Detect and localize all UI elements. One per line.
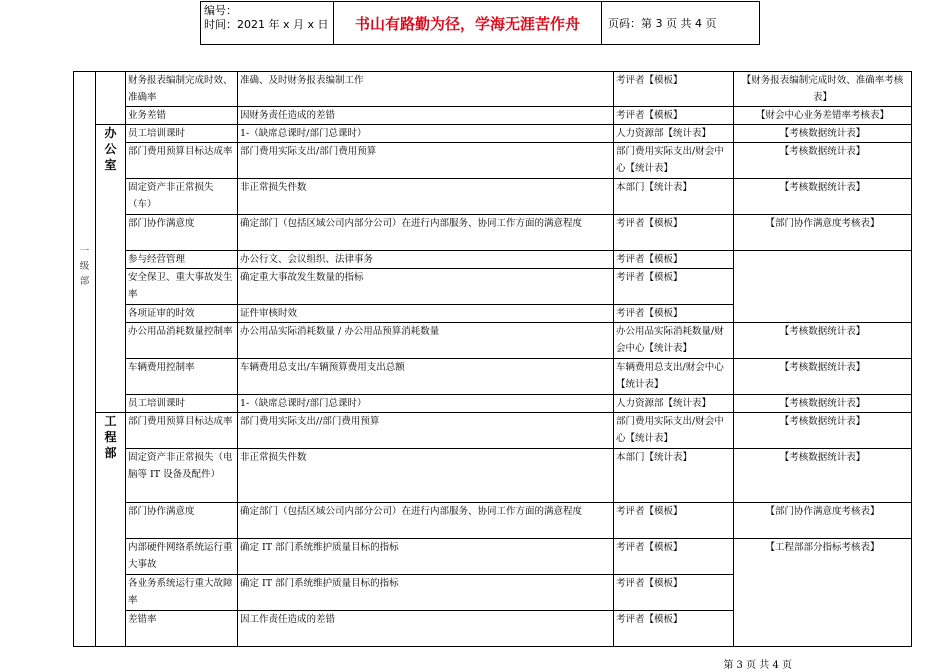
kpi-name: 部门费用预算目标达成率 <box>126 413 238 449</box>
kpi-name: 部门协作满意度 <box>126 215 238 251</box>
table-row <box>74 107 912 125</box>
table-row <box>74 539 912 575</box>
scoring-standard <box>734 251 912 323</box>
kpi-name: 办公用品消耗数量控制率 <box>126 323 238 359</box>
kpi-definition: 非正常损失件数 <box>238 449 614 503</box>
kpi-definition: 确定部门（包括区域公司内部分公司）在进行内部服务、协同工作方面的满意程度 <box>238 503 614 539</box>
scoring-standard: 【考核数据统计表】 <box>734 359 912 395</box>
kpi-definition: 部门费用实际支出/部门费用预算 <box>238 143 614 179</box>
data-source: 考评者【模板】 <box>614 72 734 107</box>
kpi-definition: 因财务责任造成的差错 <box>238 107 614 125</box>
data-source: 考评者【模板】 <box>614 107 734 125</box>
header-meta <box>201 2 334 44</box>
table-row <box>74 413 912 449</box>
kpi-definition: 办公行文、会议组织、法律事务 <box>238 251 614 269</box>
level-cell <box>74 72 96 647</box>
scoring-standard: 【考核数据统计表】 <box>734 449 912 503</box>
kpi-name: 安全保卫、重大事故发生率 <box>126 269 238 305</box>
level-label: 一级部 <box>79 246 90 287</box>
data-source: 考评者【模板】 <box>614 269 734 305</box>
kpi-name: 部门费用预算目标达成率 <box>126 143 238 179</box>
kpi-definition: 确定 IT 部门系统维护质量目标的指标 <box>238 539 614 575</box>
scoring-standard: 【部门协作满意度考核表】 <box>734 215 912 251</box>
kpi-name: 参与经营管理 <box>126 251 238 269</box>
kpi-definition: 1-（缺席总课时/部门总课时） <box>238 395 614 413</box>
table-row <box>74 251 912 269</box>
kpi-name: 各业务系统运行重大故障率 <box>126 575 238 611</box>
kpi-name: 员工培训课时 <box>126 395 238 413</box>
kpi-definition: 办公用品实际消耗数量 / 办公用品预算消耗数量 <box>238 323 614 359</box>
data-source: 考评者【模板】 <box>614 575 734 611</box>
scoring-standard: 【考核数据统计表】 <box>734 143 912 179</box>
table-row <box>74 215 912 251</box>
data-source: 考评者【模板】 <box>614 215 734 251</box>
kpi-definition: 证件审核时效 <box>238 305 614 323</box>
table-row <box>74 395 912 413</box>
scoring-standard: 【考核数据统计表】 <box>734 395 912 413</box>
header-page-info: 页码：第 3 页 共 4 页 <box>608 17 717 30</box>
kpi-definition: 非正常损失件数 <box>238 179 614 215</box>
kpi-definition: 确定重大事故发生数量的指标 <box>238 269 614 305</box>
data-source: 本部门【统计表】 <box>614 179 734 215</box>
scoring-standard: 【部门协作满意度考核表】 <box>734 503 912 539</box>
data-source: 考评者【模板】 <box>614 611 734 647</box>
scoring-standard: 【财会中心业务差错率考核表】 <box>734 107 912 125</box>
kpi-name: 业务差错 <box>126 107 238 125</box>
table-row <box>74 449 912 503</box>
kpi-table-body <box>74 72 912 647</box>
kpi-table <box>73 71 912 647</box>
data-source: 车辆费用总支出/财会中心【统计表】 <box>614 359 734 395</box>
data-source: 考评者【模板】 <box>614 503 734 539</box>
kpi-name: 固定资产非正常损失（电脑等 IT 设备及配件） <box>126 449 238 503</box>
table-row <box>74 143 912 179</box>
kpi-name: 员工培训课时 <box>126 125 238 143</box>
dept-name: 工程部 <box>104 414 117 460</box>
data-source: 部门费用实际支出/财会中心【统计表】 <box>614 413 734 449</box>
data-source: 人力资源部【统计表】 <box>614 395 734 413</box>
kpi-name: 部门协作满意度 <box>126 503 238 539</box>
data-source: 本部门【统计表】 <box>614 449 734 503</box>
kpi-name: 各项证审的时效 <box>126 305 238 323</box>
data-source: 办公用品实际消耗数量/财会中心【统计表】 <box>614 323 734 359</box>
table-row <box>74 125 912 143</box>
scoring-standard: 【考核数据统计表】 <box>734 323 912 359</box>
kpi-name: 差错率 <box>126 611 238 647</box>
data-source: 考评者【模板】 <box>614 539 734 575</box>
scoring-standard: 【考核数据统计表】 <box>734 125 912 143</box>
kpi-definition: 部门费用实际支出//部门费用预算 <box>238 413 614 449</box>
dept-cell <box>96 125 126 413</box>
kpi-name: 固定资产非正常损失（车） <box>126 179 238 215</box>
kpi-definition: 因工作责任造成的差错 <box>238 611 614 647</box>
kpi-definition: 车辆费用总支出/车辆预算费用支出总额 <box>238 359 614 395</box>
table-row <box>74 179 912 215</box>
page-header <box>200 1 760 45</box>
dept-name: 办公室 <box>104 126 117 172</box>
scoring-standard: 【考核数据统计表】 <box>734 413 912 449</box>
kpi-name: 内部硬件网络系统运行重大事故 <box>126 539 238 575</box>
data-source: 部门费用实际支出/财会中心【统计表】 <box>614 143 734 179</box>
kpi-definition: 1-（缺席总课时/部门总课时） <box>238 125 614 143</box>
table-row <box>74 323 912 359</box>
header-motto: 书山有路勤为径，学海无涯苦作舟 <box>334 2 602 44</box>
table-row <box>74 359 912 395</box>
scoring-standard: 【工程部部分指标考核表】 <box>734 539 912 647</box>
page-footer: 第 3 页 共 4 页 <box>723 660 792 671</box>
data-source: 考评者【模板】 <box>614 251 734 269</box>
kpi-definition: 准确、及时财务报表编制工作 <box>238 72 614 107</box>
kpi-name: 车辆费用控制率 <box>126 359 238 395</box>
dept-cell <box>96 72 126 125</box>
doc-number-label: 编号： <box>204 4 237 17</box>
kpi-definition: 确定部门（包括区域公司内部分公司）在进行内部服务、协同工作方面的满意程度 <box>238 215 614 251</box>
scoring-standard: 【财务报表编制完成时效、准确率考核表】 <box>734 72 912 107</box>
data-source: 考评者【模板】 <box>614 305 734 323</box>
table-row <box>74 72 912 107</box>
kpi-name: 财务报表编制完成时效、准确率 <box>126 72 238 107</box>
dept-cell <box>96 413 126 647</box>
doc-time-label: 时间：2021 年 x 月 x 日 <box>204 18 329 31</box>
table-row <box>74 503 912 539</box>
scoring-standard: 【考核数据统计表】 <box>734 179 912 215</box>
data-source: 人力资源部【统计表】 <box>614 125 734 143</box>
kpi-definition: 确定 IT 部门系统维护质量目标的指标 <box>238 575 614 611</box>
